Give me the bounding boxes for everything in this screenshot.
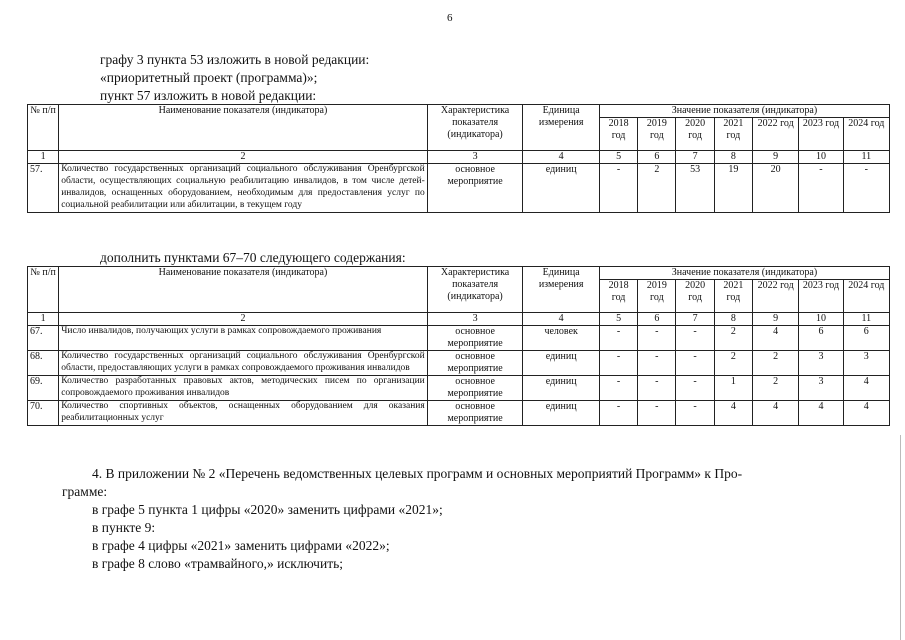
row-unit: единиц bbox=[523, 401, 600, 426]
row-value: 6 bbox=[799, 326, 843, 351]
col-number: 10 bbox=[799, 151, 843, 164]
table-row bbox=[28, 164, 890, 213]
header-year: 2022 год bbox=[753, 118, 799, 151]
row-value: 4 bbox=[753, 401, 799, 426]
row-value: - bbox=[638, 326, 676, 351]
row-unit: единиц bbox=[523, 376, 600, 401]
header-year: 2023 год bbox=[799, 280, 843, 313]
row-name: Количество государственных организаций социального обслуживания Оренбургской области, предоставляющих услуги в рамках сопровождаемого проживания инвалидов bbox=[59, 351, 428, 376]
row-value: - bbox=[676, 351, 714, 376]
row-value: - bbox=[599, 164, 637, 213]
row-value: - bbox=[843, 164, 889, 213]
row-name: Количество спортивных объектов, оснащенных оборудованием для оказания реабилитационных услуг bbox=[59, 401, 428, 426]
header-value-group: Значение показателя (индикатора) bbox=[599, 105, 889, 118]
row-unit: единиц bbox=[523, 164, 600, 213]
header-year: 2019 год bbox=[638, 280, 676, 313]
header-year: 2021 год bbox=[714, 118, 752, 151]
col-number: 2 bbox=[59, 313, 428, 326]
row-value: - bbox=[599, 376, 637, 401]
header-num: № п/п bbox=[28, 105, 59, 151]
col-number: 1 bbox=[28, 313, 59, 326]
col-number: 4 bbox=[523, 151, 600, 164]
row-num: 68. bbox=[28, 351, 59, 376]
table-row bbox=[28, 376, 890, 401]
row-num: 67. bbox=[28, 326, 59, 351]
col-number: 9 bbox=[753, 313, 799, 326]
col-number: 5 bbox=[599, 151, 637, 164]
row-value: - bbox=[599, 401, 637, 426]
header-characteristic: Характеристика показателя (индикатора) bbox=[427, 105, 523, 151]
row-value: 1 bbox=[714, 376, 752, 401]
header-characteristic: Характеристика показателя (индикатора) bbox=[427, 267, 523, 313]
header-value-group: Значение показателя (индикатора) bbox=[599, 267, 889, 280]
col-number: 7 bbox=[676, 151, 714, 164]
col-number: 3 bbox=[427, 313, 523, 326]
row-value: - bbox=[638, 401, 676, 426]
header-year: 2022 год bbox=[753, 280, 799, 313]
col-number: 2 bbox=[59, 151, 428, 164]
row-characteristic: основное мероприятие bbox=[427, 376, 523, 401]
row-value: 19 bbox=[714, 164, 752, 213]
row-value: - bbox=[676, 401, 714, 426]
row-num: 69. bbox=[28, 376, 59, 401]
col-number: 8 bbox=[714, 313, 752, 326]
intro-line-1: графу 3 пункта 53 изложить в новой редакции: bbox=[100, 52, 370, 67]
row-unit: человек bbox=[523, 326, 600, 351]
row-value: 2 bbox=[638, 164, 676, 213]
row-value: 3 bbox=[799, 376, 843, 401]
row-value: 6 bbox=[843, 326, 889, 351]
col-number: 4 bbox=[523, 313, 600, 326]
row-num: 70. bbox=[28, 401, 59, 426]
closing-line-4: в графе 8 слово «трамвайного,» исключить; bbox=[92, 556, 343, 571]
row-value: - bbox=[676, 326, 714, 351]
col-number: 10 bbox=[799, 313, 843, 326]
header-year: 2024 год bbox=[843, 118, 889, 151]
header-name: Наименование показателя (индикатора) bbox=[59, 105, 428, 151]
closing-para-line-2: грамме: bbox=[62, 484, 108, 499]
row-value: 3 bbox=[843, 351, 889, 376]
header-year: 2019 год bbox=[638, 118, 676, 151]
row-value: 2 bbox=[714, 326, 752, 351]
row-characteristic: основное мероприятие bbox=[427, 326, 523, 351]
col-number: 9 bbox=[753, 151, 799, 164]
col-number: 11 bbox=[843, 313, 889, 326]
row-value: - bbox=[676, 376, 714, 401]
col-number: 3 bbox=[427, 151, 523, 164]
header-year: 2018 год bbox=[599, 280, 637, 313]
row-value: 20 bbox=[753, 164, 799, 213]
table-row bbox=[28, 351, 890, 376]
header-year: 2023 год bbox=[799, 118, 843, 151]
row-value: 2 bbox=[753, 351, 799, 376]
header-unit: Единица измерения bbox=[523, 267, 600, 313]
row-value: 4 bbox=[843, 376, 889, 401]
row-value: 4 bbox=[799, 401, 843, 426]
table-row bbox=[28, 326, 890, 351]
col-number: 11 bbox=[843, 151, 889, 164]
indicator-table-1 bbox=[27, 104, 890, 213]
header-year: 2021 год bbox=[714, 280, 752, 313]
page-number: 6 bbox=[447, 12, 453, 24]
col-number: 6 bbox=[638, 151, 676, 164]
col-number: 8 bbox=[714, 151, 752, 164]
header-unit: Единица измерения bbox=[523, 105, 600, 151]
row-value: 2 bbox=[714, 351, 752, 376]
header-year: 2020 год bbox=[676, 118, 714, 151]
intro-line-3: пункт 57 изложить в новой редакции: bbox=[100, 88, 317, 103]
header-year: 2020 год bbox=[676, 280, 714, 313]
row-value: - bbox=[599, 326, 637, 351]
intro-line-2: «приоритетный проект (программа)»; bbox=[100, 70, 318, 85]
row-characteristic: основное мероприятие bbox=[427, 401, 523, 426]
row-value: 53 bbox=[676, 164, 714, 213]
header-num: № п/п bbox=[28, 267, 59, 313]
closing-para-line-1: 4. В приложении № 2 «Перечень ведомственных целевых программ и основных мероприятий Программ» к Про- bbox=[92, 466, 743, 481]
col-number: 1 bbox=[28, 151, 59, 164]
row-value: 4 bbox=[753, 326, 799, 351]
col-number: 5 bbox=[599, 313, 637, 326]
row-value: 2 bbox=[753, 376, 799, 401]
indicator-table-2 bbox=[27, 266, 890, 426]
row-value: - bbox=[799, 164, 843, 213]
row-name: Число инвалидов, получающих услуги в рамках сопровождаемого проживания bbox=[59, 326, 428, 351]
row-value: - bbox=[638, 376, 676, 401]
row-name: Количество разработанных правовых актов, методических писем по организации сопровождаемого проживания инвалидов bbox=[59, 376, 428, 401]
row-num: 57. bbox=[28, 164, 59, 213]
closing-line-3: в графе 4 цифры «2021» заменить цифрами «2022»; bbox=[92, 538, 390, 553]
closing-line-2: в пункте 9: bbox=[92, 520, 156, 535]
row-value: 3 bbox=[799, 351, 843, 376]
table-row bbox=[28, 401, 890, 426]
row-value: 4 bbox=[843, 401, 889, 426]
row-name: Количество государственных организаций социального обслуживания Оренбургской области, осуществляющих социальную реабилитацию инвалидов, в том числе детей-инвалидов, оснащенных оборудованием, необходимым для предоставления услуг по социальной реабилитации или абилитации, в текущем году bbox=[59, 164, 428, 213]
scan-edge-line bbox=[900, 435, 901, 640]
header-year: 2024 год bbox=[843, 280, 889, 313]
row-value: - bbox=[599, 351, 637, 376]
header-name: Наименование показателя (индикатора) bbox=[59, 267, 428, 313]
row-characteristic: основное мероприятие bbox=[427, 351, 523, 376]
row-unit: единиц bbox=[523, 351, 600, 376]
row-characteristic: основное мероприятие bbox=[427, 164, 523, 213]
col-number: 7 bbox=[676, 313, 714, 326]
mid-line: дополнить пунктами 67–70 следующего содержания: bbox=[100, 250, 406, 265]
row-value: - bbox=[638, 351, 676, 376]
col-number: 6 bbox=[638, 313, 676, 326]
closing-line-1: в графе 5 пункта 1 цифры «2020» заменить цифрами «2021»; bbox=[92, 502, 443, 517]
row-value: 4 bbox=[714, 401, 752, 426]
header-year: 2018 год bbox=[599, 118, 637, 151]
